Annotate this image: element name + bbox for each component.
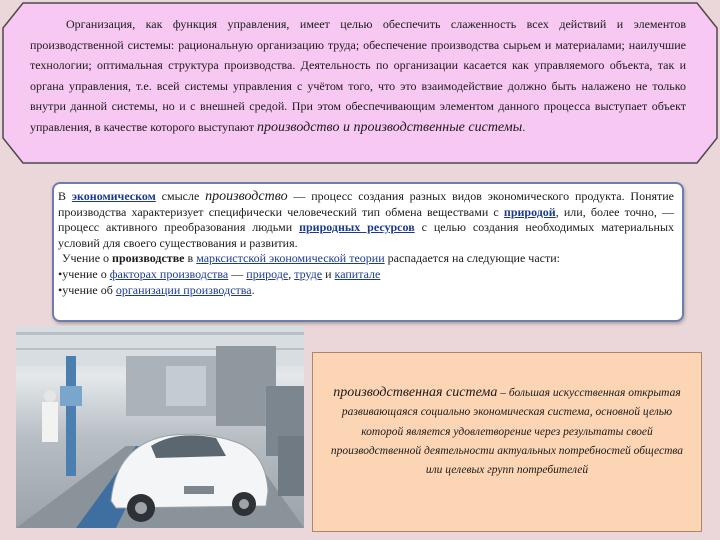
production-system-term: производственная система [333, 385, 498, 400]
production-bold: производстве [112, 251, 185, 266]
factory-photo-illustration [16, 326, 304, 528]
text-segment: •учение о [58, 266, 110, 281]
link-nature[interactable]: природой [503, 204, 556, 219]
text-segment: Учение о [62, 251, 113, 266]
text-segment: — [228, 266, 247, 281]
link-economic[interactable]: экономическом [71, 189, 156, 203]
period: . [522, 119, 526, 134]
text-segment: •учение об [58, 282, 116, 297]
factors-bullet [58, 267, 674, 283]
organization-bullet [58, 283, 674, 299]
link-capital[interactable]: капитале [334, 266, 381, 281]
text-segment: смысле [155, 189, 206, 203]
production-systems-emphasis: производство и производственные системы [256, 119, 523, 135]
link-production-organization[interactable]: организации производства [115, 282, 252, 297]
text-segment: и [322, 266, 335, 281]
link-marxist-theory[interactable]: марксистской экономической теории [196, 251, 385, 266]
text-segment: распадается на следующие части: [384, 251, 560, 266]
production-system-definition [323, 383, 691, 480]
production-emphasis: производство [205, 189, 288, 204]
text-segment: с целью создания необходимых материальных условий для своего существования и развития. [58, 220, 675, 250]
production-definition-text [58, 189, 674, 298]
production-system-definition-box [312, 352, 702, 532]
text-segment: — процесс создания разных видов экономического продукта. Понятие производства характеризует специфически человеческий тип обмена веществами с [58, 189, 674, 219]
link-nature-factor[interactable]: природе [246, 266, 289, 281]
text-segment: В [58, 189, 72, 203]
text-segment: , [288, 266, 295, 281]
production-definition-box [52, 182, 684, 322]
text-segment: , или, более точно, — процесс активного преобразования людьми [58, 204, 675, 235]
text-segment: в [184, 251, 197, 266]
production-system-description: – большая искусственная открытая развивающаяся социально экономическая система, основной целью которой является удовлетворение через результаты своей производственной деятельности актуальных потребностей общества или целевых групп потребителей [330, 387, 684, 477]
definition-paragraph [58, 189, 674, 251]
link-production-factors[interactable]: факторах производства [109, 266, 229, 281]
link-natural-resources[interactable]: природных ресурсов [299, 220, 415, 235]
organization-text: Организация, как функция управления, имеет целью обеспечить слаженность всех действий и элементов производственной системы: рациональную организацию труда; обеспечение производства сырьем и материалами; наилучшие технологии; оптимальная структура производства. Деятельность по организации касается как управляемого объекта, так и органа управления, т.е. всей системы управления с учётом того, что это взаимодействие должно быть налажено не только внутри данной системы, но и с внешней средой. При этом обеспечивающим элементом данного процесса выступает объект управления, в качестве которого выступают [30, 17, 686, 134]
period: . [251, 282, 255, 297]
link-labor[interactable]: труде [294, 266, 323, 281]
marxist-paragraph [58, 251, 674, 267]
factory-car-assembly-photo [16, 326, 304, 528]
organization-paragraph [30, 14, 686, 138]
